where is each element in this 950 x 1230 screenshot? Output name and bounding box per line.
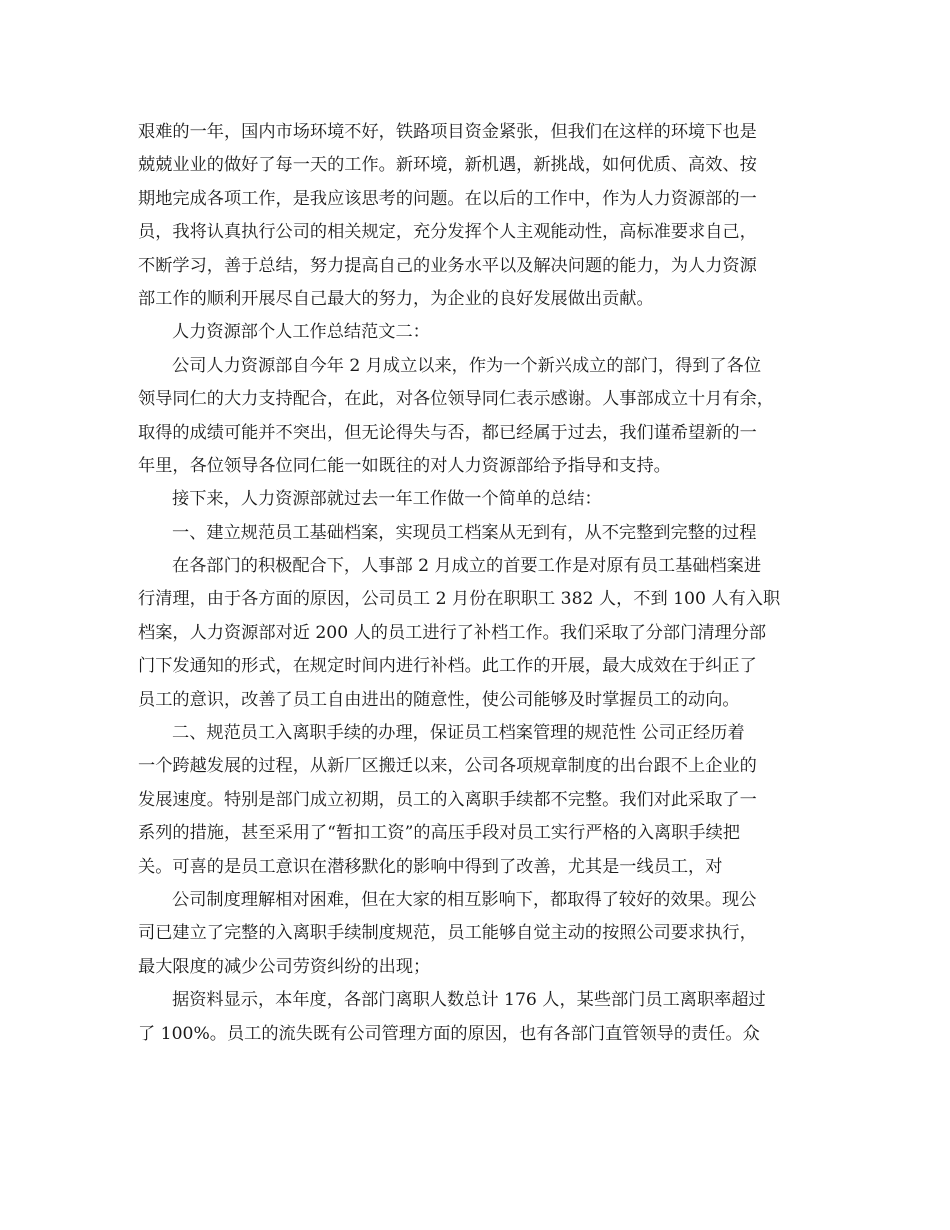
text-line: 发展速度。特别是部门成立初期，员工的入离职手续都不完整。我们对此采取了一 (138, 789, 757, 810)
text-line: 在各部门的积极配合下，人事部 2 月成立的首要工作是对原有员工基础档案进 (172, 556, 762, 577)
text-line: 档案，人力资源部对近 200 人的员工进行了补档工作。我们采取了分部门清理分部 (138, 622, 767, 643)
document-page (138, 116, 828, 1051)
text-line: 最大限度的减少公司劳资纠纷的出现； (138, 956, 431, 977)
text-line: 年里，各位领导各位同仁能一如既往的对人力资源部给予指导和支持。 (138, 455, 671, 476)
text-line: 公司制度理解相对困难，但在大家的相互影响下，都取得了较好的效果。现公 (172, 889, 757, 910)
text-line: 兢兢业业的做好了每一天的工作。新环境，新机遇，新挑战，如何优质、高效、按 (138, 155, 757, 176)
text-line: 员工的意识，改善了员工自由进出的随意性，使公司能够及时掌握员工的动向。 (138, 689, 740, 710)
section-heading: 一、建立规范员工基础档案，实现员工档案从无到有，从不完整到完整的过程 (172, 522, 757, 543)
text-line: 期地完成各项工作，是我应该思考的问题。在以后的工作中，作为人力资源部的一 (138, 188, 757, 209)
text-line: 不断学习，善于总结，努力提高自己的业务水平以及解决问题的能力，为人力资源 (138, 255, 757, 276)
text-line: 门下发通知的形式，在规定时间内进行补档。此工作的开展，最大成效在于纠正了 (138, 656, 757, 677)
text-line: 系列的措施，甚至采用了“暂扣工资”的高压手段对员工实行严格的入离职手续把 (138, 823, 740, 844)
text-line: 接下来，人力资源部就过去一年工作做一个简单的总结： (172, 489, 602, 510)
text-line: 公司人力资源部自今年 2 月成立以来，作为一个新兴成立的部门，得到了各位 (172, 355, 762, 376)
text-line: 取得的成绩可能并不突出，但无论得失与否，都已经属于过去，我们谨希望新的一 (138, 422, 757, 443)
text-line: 艰难的一年，国内市场环境不好，铁路项目资金紧张，但我们在这样的环境下也是 (138, 122, 757, 142)
text-line: 员，我将认真执行公司的相关规定，充分发挥个人主观能动性，高标准要求自己， (138, 222, 757, 243)
text-line: 行清理，由于各方面的原因，公司员工 2 月份在职职工 382 人，不到 100 人有入职 (138, 589, 781, 610)
text-line: 一个跨越发展的过程，从新厂区搬迁以来，公司各项规章制度的出台跟不上企业的 (138, 756, 757, 777)
text-line: 关。可喜的是员工意识在潜移默化的影响中得到了改善，尤其是一线员工，对 (138, 856, 723, 877)
text-line: 部工作的顺利开展尽自己最大的努力，为企业的良好发展做出贡献。 (138, 288, 654, 309)
text-line: 司已建立了完整的入离职手续制度规范，员工能够自觉主动的按照公司要求执行， (138, 923, 757, 944)
text-line: 领导同仁的大力支持配合，在此，对各位领导同仁表示感谢。人事部成立十月有余， (138, 389, 774, 410)
text-line: 据资料显示，本年度，各部门离职人数总计 176 人，某些部门员工离职率超过 (172, 990, 766, 1011)
text-line: 了 100%。员工的流失既有公司管理方面的原因，也有各部门直管领导的责任。众 (138, 1023, 760, 1044)
section-heading: 人力资源部个人工作总结范文二： (172, 322, 430, 343)
section-heading: 二、规范员工入离职手续的办理，保证员工档案管理的规范性 公司正经历着 (172, 723, 745, 744)
